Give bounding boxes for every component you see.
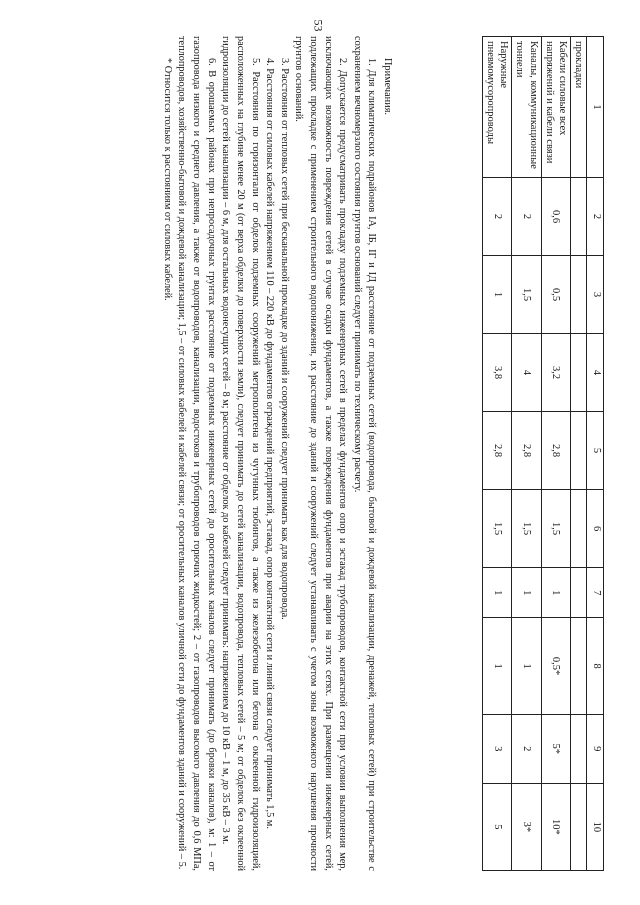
table-cell: 1 (483, 256, 512, 334)
table-cell: 3 (483, 714, 512, 783)
table-cell: 1 (541, 568, 570, 618)
table-cell: 2,8 (483, 412, 512, 490)
rotated-page-content (27, 28, 612, 878)
note-paragraph: 6. В орошаемых районах при непросадочных грунтах расстояние от подземных инженерных сетей до оросительных каналов следует принимать (до бровки каналов), м: 1 – от газопровода низкого и среднего давления, а также от водопроводов, канализации, водостоков и трубопроводов горючих жидкостей; 2 – от газопроводов высокого давления до 0,6 МПа, теплопроводов, хозяйственно-бытовой и дождевой канализации; 1,5 – от силовых кабелей и кабелей связи; от оросительных каналов уличной сети до фундаментов зданий и сооружений – 5. (176, 36, 217, 871)
column-header: 10 (587, 783, 604, 870)
table-cell: 1 (512, 568, 541, 618)
table-cell: 1,5 (483, 490, 512, 568)
note-paragraph: 2. Допускается предусматривать прокладку подземных инженерных сетей в пределах фундаментов опор и эстакад трубопроводов, контактной сети при условии выполнения мер, исключающих возможность повреждения сетей в случае осадки фундаментов, а также повреждения фундаментов при аварии на этих сетях. При размещении инженерных сетей, подлежащих прокладке с применением строительного водопонижения, их расстояние до зданий и сооружений следует устанавливать с учетом зоны возможного нарушения прочности грунтов оснований. (293, 36, 349, 871)
table-row (512, 37, 541, 871)
table-row (570, 37, 586, 871)
column-header: 6 (587, 490, 604, 568)
note-paragraph: 4. Расстояния от силовых кабелей напряжением 110 – 220 кВ до фундаментов ограждений предприятий, эстакад, опор контактной сети и линий связи следует принимать 1,5 м. (264, 58, 276, 829)
table-cell: 2,8 (512, 412, 541, 490)
table-row (541, 37, 570, 871)
note-paragraph: 5. Расстояния по горизонтали от обделок подземных сооружений метрополитена из чугунных тюбингов, а также из железобетона или бетона с оклеенной гидроизоляцией, расположенных на глубине менее 20 м (от верха обделки до поверхности земли), следует принимать до сетей канализации, водопровода, тепловых сетей – 5 м; от обделок без оклеенной гидроизоляции до сетей канализации – 6 м, для остальных водонесущих сетей – 8 м; расстояние от обделок до кабелей следует принимать: напряжением до 10 кВ – 1 м, до 35 кВ – 3 м. (220, 36, 261, 871)
table-cell: 2 (512, 178, 541, 256)
table-cell: 3,8 (483, 334, 512, 412)
table-cell: 1,5 (541, 490, 570, 568)
distance-table (482, 36, 604, 871)
continued-row-label: прокладки (570, 37, 586, 178)
column-header: 4 (587, 334, 604, 412)
table-cell: 0,5 (541, 256, 570, 334)
table-cell: 1 (483, 618, 512, 715)
table-cell: 2 (512, 714, 541, 783)
table-cell: 0,5* (541, 618, 570, 715)
note-footnote: * Относится только к расстояниям от силовых кабелей. (161, 58, 173, 301)
table-cell: 4 (512, 334, 541, 412)
row-name: Наружные пневмомусоропроводы (483, 37, 512, 178)
note-paragraph: 1. Для климатических подрайонов IА, IБ, IГ и IД расстояние от подземных сетей (водопровода, бытовой и дождевой канализации, дренажей, тепловых сетей) при строительстве с сохранением вечномерзлого состояния грунтов оснований следует принимать по техническому расчету. (351, 36, 378, 871)
column-header: 5 (587, 412, 604, 490)
column-header: 3 (587, 256, 604, 334)
row-name: Кабели силовые всех напряжений и кабели связи (541, 37, 570, 178)
table-cell: 1,5 (512, 256, 541, 334)
table-row (483, 37, 512, 871)
table-cell: 3* (512, 783, 541, 870)
table-cell: 2 (483, 178, 512, 256)
note-paragraph: 3. Расстояния от тепловых сетей при бесканальной прокладке до зданий и сооружений следует принимать как для водопровода. (278, 58, 290, 620)
notes-title: Примечания. (382, 58, 393, 116)
table-cell: 1 (483, 568, 512, 618)
row-name: Каналы, коммуникационные тоннели (512, 37, 541, 178)
table-cell: 3,2 (541, 334, 570, 412)
table-cell: 5 (483, 783, 512, 870)
table-cell: 2,8 (541, 412, 570, 490)
table-header-row (587, 37, 604, 871)
table-cell: 10* (541, 783, 570, 870)
page-number: 53 (311, 19, 326, 32)
column-header: 2 (587, 178, 604, 256)
column-header: 7 (587, 568, 604, 618)
column-header: 9 (587, 714, 604, 783)
table-cell: 5* (541, 714, 570, 783)
table-cell: 1,5 (512, 490, 541, 568)
table-cell: 1 (512, 618, 541, 715)
notes-section (159, 36, 394, 871)
column-header: 8 (587, 618, 604, 715)
column-header: 1 (587, 37, 604, 178)
table-cell: 0,6 (541, 178, 570, 256)
